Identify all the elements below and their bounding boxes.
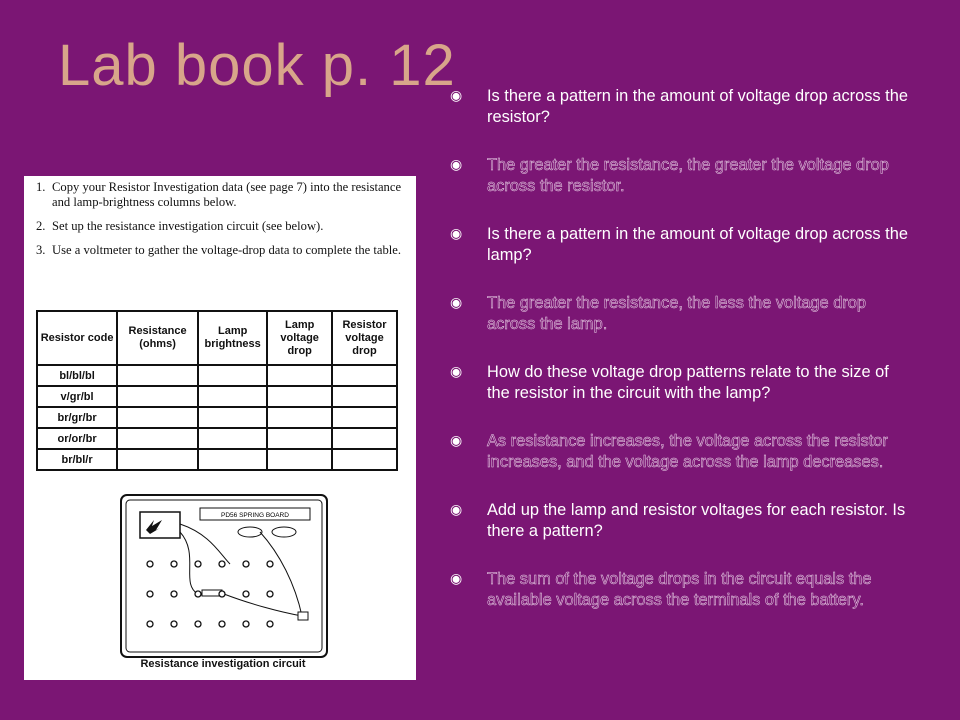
- slide-title: Lab book p. 12: [58, 33, 456, 98]
- empty-cell: [117, 407, 198, 428]
- table-row: [37, 428, 397, 449]
- answer-bullet: [450, 155, 910, 197]
- empty-cell: [198, 428, 267, 449]
- resistor-code-cell: bl/bl/bl: [37, 365, 117, 386]
- empty-cell: [198, 365, 267, 386]
- instruction-text: Use a voltmeter to gather the voltage-drop data to complete the table.: [52, 243, 401, 257]
- empty-cell: [332, 407, 397, 428]
- empty-cell: [117, 386, 198, 407]
- answer-bullet: [450, 293, 910, 335]
- instruction-number: 1.: [36, 180, 46, 194]
- empty-cell: [332, 386, 397, 407]
- empty-cell: [198, 449, 267, 470]
- lamp-holder-icon: [272, 527, 296, 537]
- spring-board-label: PD56 SPRING BOARD: [221, 512, 289, 519]
- column-header: Resistor voltage drop: [332, 311, 397, 365]
- empty-cell: [267, 449, 332, 470]
- table-row: [37, 407, 397, 428]
- circuit-diagram: [120, 494, 328, 658]
- empty-cell: [267, 365, 332, 386]
- bullet-text: Add up the lamp and resistor voltages for each resistor. Is there a pattern?: [487, 501, 906, 540]
- table-header-row: [37, 311, 397, 365]
- battery-icon: [140, 512, 180, 538]
- wire: [260, 532, 302, 616]
- bullet-text: The greater the resistance, the greater the voltage drop across the resistor.: [487, 156, 889, 195]
- bullet-text: Is there a pattern in the amount of voltage drop across the resistor?: [487, 87, 908, 126]
- instruction-step: [36, 180, 408, 210]
- lab-book-worksheet: [24, 176, 416, 680]
- empty-cell: [117, 449, 198, 470]
- column-header: Lamp brightness: [198, 311, 267, 365]
- table-row: [37, 365, 397, 386]
- instruction-number: 2.: [36, 219, 46, 233]
- empty-cell: [117, 365, 198, 386]
- bullet-text: The greater the resistance, the less the voltage drop across the lamp.: [487, 294, 867, 333]
- empty-cell: [267, 407, 332, 428]
- empty-cell: [332, 428, 397, 449]
- empty-cell: [267, 386, 332, 407]
- voltage-drop-table: [36, 310, 398, 471]
- column-header: Resistor code: [37, 311, 117, 365]
- empty-cell: [198, 386, 267, 407]
- resistor-code-cell: br/gr/br: [37, 407, 117, 428]
- answer-bullet: [450, 569, 910, 611]
- circle-bullet-icon: ◉: [450, 571, 463, 587]
- probe-icon: [298, 612, 308, 620]
- answer-bullet: [450, 431, 910, 473]
- circle-bullet-icon: ◉: [450, 226, 463, 242]
- bullet-text: Is there a pattern in the amount of voltage drop across the lamp?: [487, 225, 908, 264]
- empty-cell: [332, 449, 397, 470]
- empty-cell: [198, 407, 267, 428]
- column-header: Lamp voltage drop: [267, 311, 332, 365]
- empty-cell: [332, 365, 397, 386]
- worksheet-instructions: [36, 180, 408, 267]
- bullet-list: [450, 86, 910, 638]
- table-row: [37, 449, 397, 470]
- circle-bullet-icon: ◉: [450, 364, 463, 380]
- circle-bullet-icon: ◉: [450, 295, 463, 311]
- instruction-step: [36, 243, 408, 258]
- question-bullet: [450, 500, 910, 542]
- instruction-number: 3.: [36, 243, 46, 257]
- empty-cell: [267, 428, 332, 449]
- circle-bullet-icon: ◉: [450, 502, 463, 518]
- instruction-text: Set up the resistance investigation circuit (see below).: [52, 219, 324, 233]
- bullet-text: How do these voltage drop patterns relate to the size of the resistor in the circuit with the lamp?: [487, 363, 889, 402]
- question-bullet: [450, 224, 910, 266]
- instruction-step: [36, 219, 408, 234]
- question-bullet: [450, 362, 910, 404]
- table-row: [37, 386, 397, 407]
- resistor-code-cell: v/gr/bl: [37, 386, 117, 407]
- circle-bullet-icon: ◉: [450, 433, 463, 449]
- resistor-code-cell: br/bl/r: [37, 449, 117, 470]
- column-header: Resistance (ohms): [117, 311, 198, 365]
- circuit-caption: Resistance investigation circuit: [140, 658, 306, 670]
- question-bullet: [450, 86, 910, 128]
- circle-bullet-icon: ◉: [450, 88, 463, 104]
- resistor-code-cell: or/or/br: [37, 428, 117, 449]
- instruction-text: Copy your Resistor Investigation data (see page 7) into the resistance and lamp-brightness columns below.: [52, 180, 402, 209]
- bullet-text: As resistance increases, the voltage across the resistor increases, and the voltage across the lamp decreases.: [487, 432, 888, 471]
- circle-bullet-icon: ◉: [450, 157, 463, 173]
- bullet-text: The sum of the voltage drops in the circuit equals the available voltage across the terminals of the battery.: [487, 570, 872, 609]
- empty-cell: [117, 428, 198, 449]
- lamp-holder-icon: [238, 527, 262, 537]
- wire: [224, 594, 302, 616]
